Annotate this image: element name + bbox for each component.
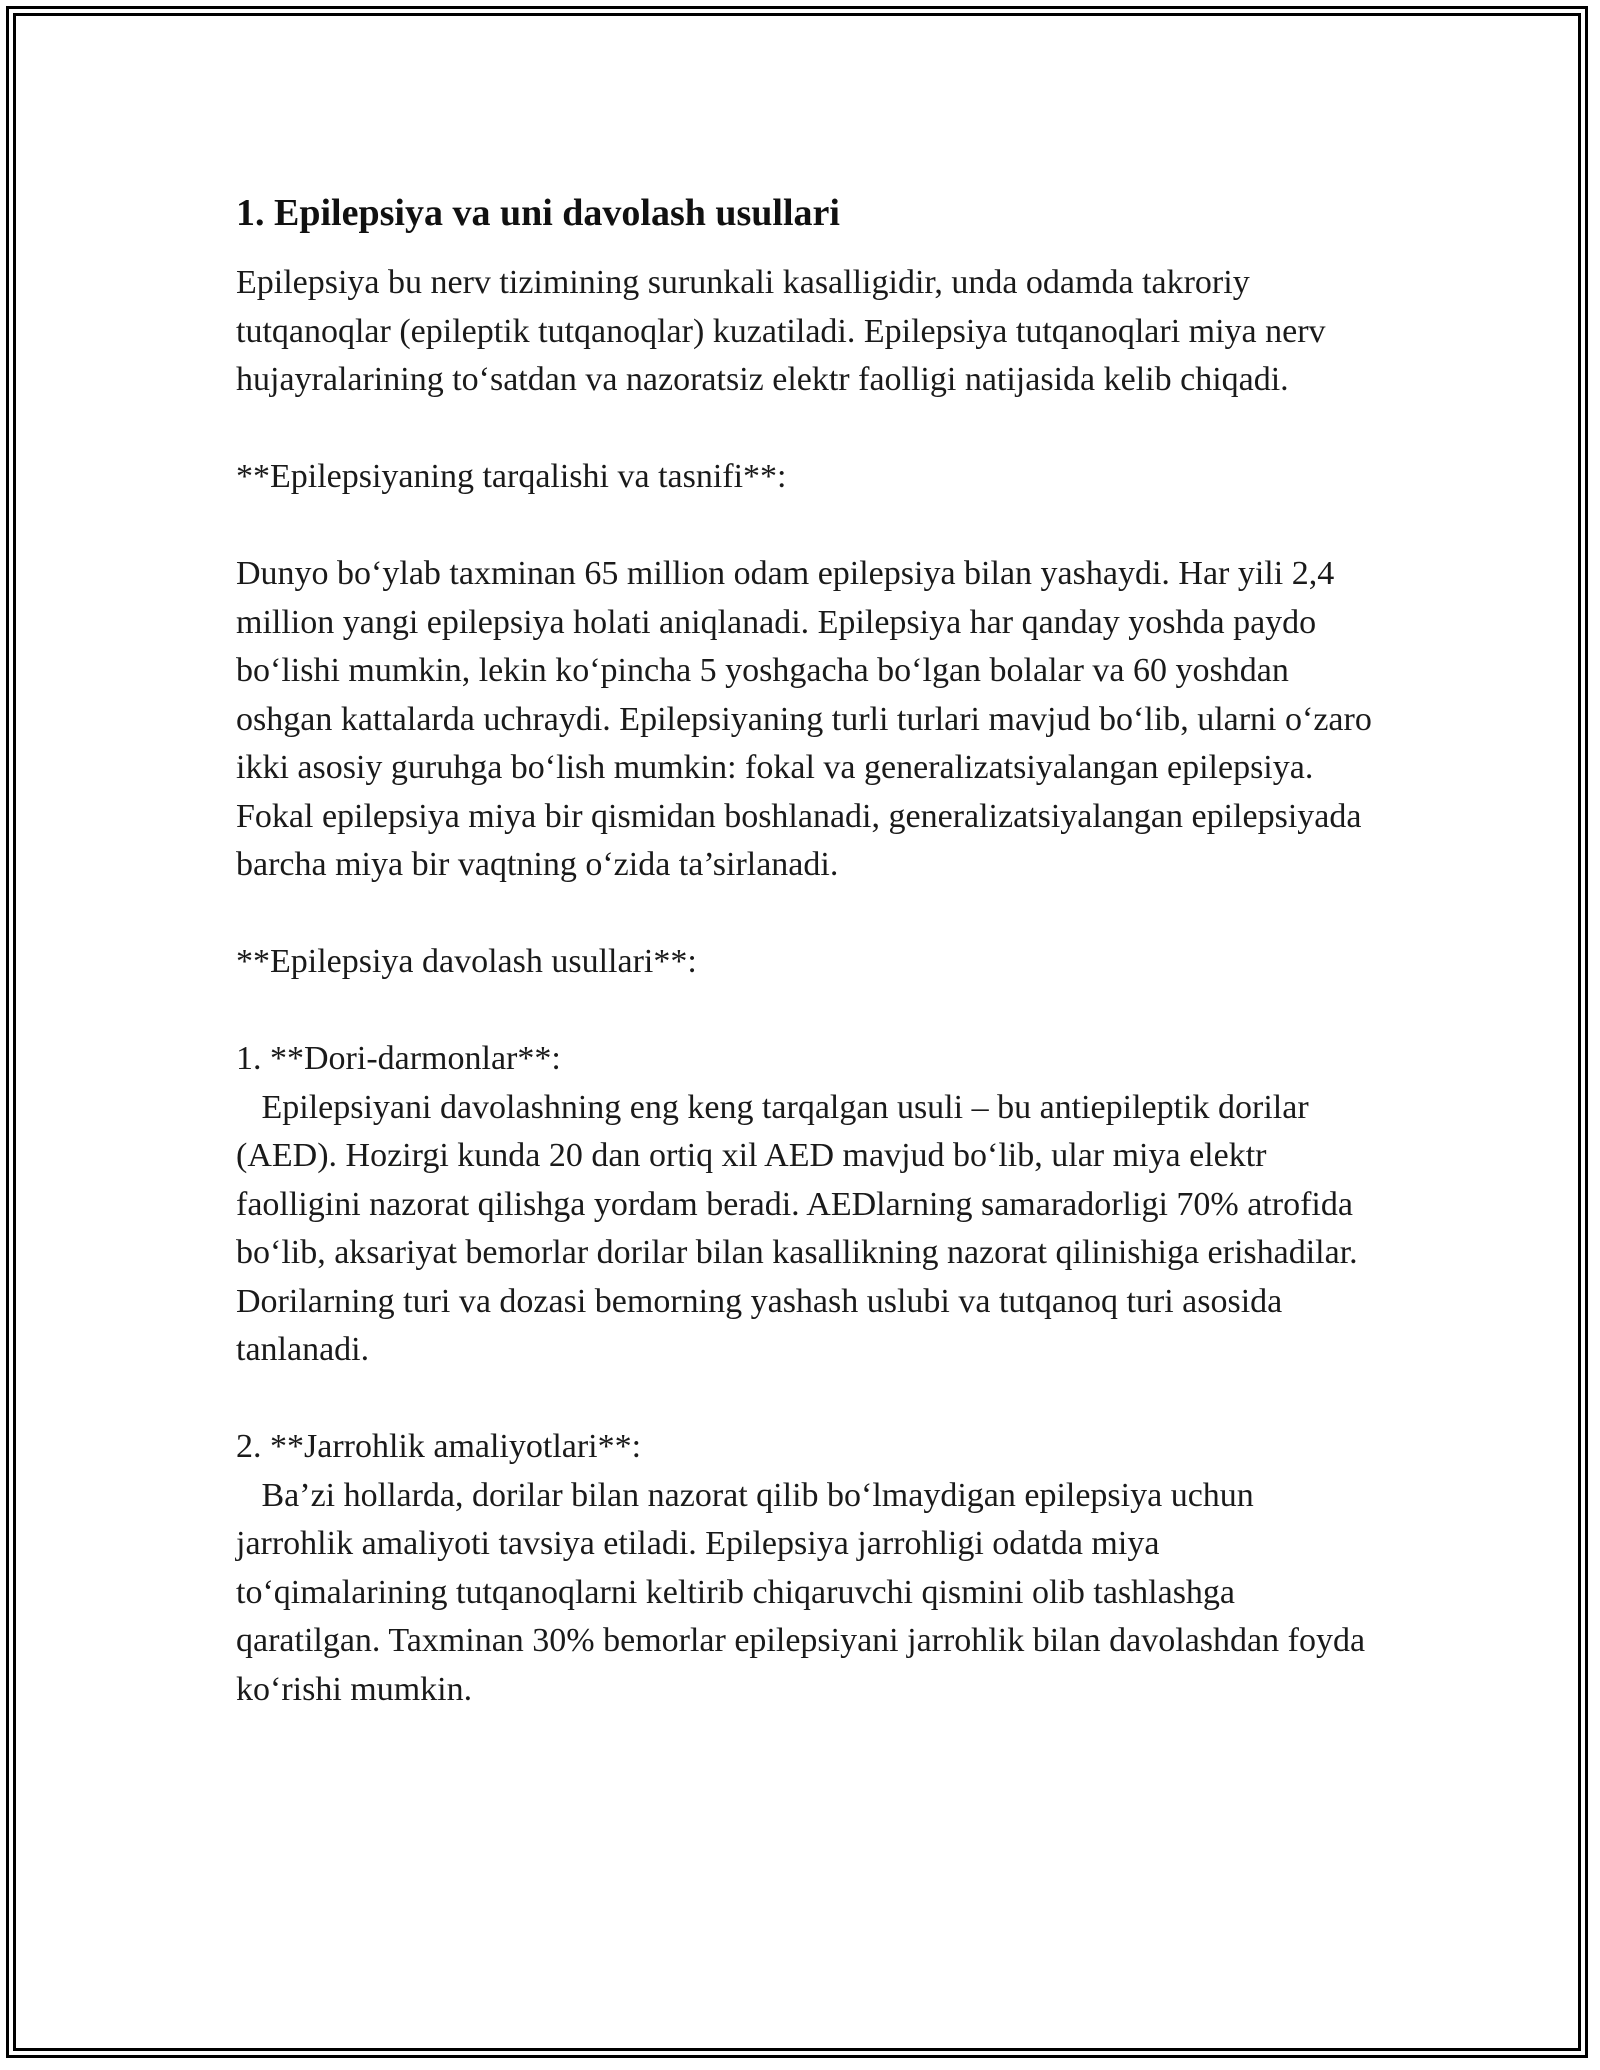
section-heading-prevalence: **Epilepsiyaning tarqalishi va tasnifi**: — [236, 458, 787, 495]
paragraph-gap — [236, 1375, 1376, 1424]
document-body — [236, 185, 1381, 1714]
paragraph-gap — [236, 502, 1376, 551]
intro-paragraph: Epilepsiya bu nerv tizimining surunkali kasalligidir, unda odamda takroriy tutqanoqlar (epileptik tutqanoqlar) kuzatiladi. Epilepsiya tutqanoqlari miya nerv hujayralarining to‘satdan va nazoratsiz elektr faolligi natijasida kelib chiqadi. — [236, 264, 1335, 398]
section-heading-treatment: **Epilepsiya davolash usullari**: — [236, 943, 697, 980]
paragraph-gap — [236, 890, 1376, 939]
document-title: 1. Epilepsiya va uni davolash usullari — [236, 192, 840, 234]
paragraph-gap — [236, 405, 1376, 454]
list-item-heading-medication: 1. **Dori-darmonlar**: — [236, 1040, 561, 1077]
paragraph-gap — [236, 987, 1376, 1036]
list-item-text-medication: Epilepsiyani davolashning eng keng tarqalgan usuli – bu antiepileptik dorilar (AED). Hozirgi kunda 20 dan ortiq xil AED mavjud bo‘lib, ular miya elektr faolligini nazorat qilishga yordam beradi. AEDlarning samaradorligi 70% atrofida bo‘lib, aksariyat bemorlar dorilar bilan kasallikning nazorat qilinishiga erishadilar. Dorilarning turi va dozasi bemorning yashash uslubi va tutqanoq turi asosida tanlanadi. — [236, 1088, 1367, 1368]
prevalence-paragraph: Dunyo bo‘ylab taxminan 65 million odam epilepsiya bilan yashaydi. Har yili 2,4 million yangi epilepsiya holati aniqlanadi. Epilepsiya har qanday yoshda paydo bo‘lishi mumkin, lekin ko‘pincha 5 yoshgacha bo‘lgan bolalar va 60 yoshdan oshgan kattalarda uchraydi. Epilepsiyaning turli turlari mavjud bo‘lib, ularni o‘zaro ikki asosiy guruhga bo‘lish mumkin: fokal va generalizatsiyalangan epilepsiya. Fokal epilepsiya miya bir qismidan boshlanadi, generalizatsiyalangan epilepsiyada barcha miya bir vaqtning o‘zida ta’sirlanadi. — [236, 555, 1381, 883]
list-item-text-surgery: Ba’zi hollarda, dorilar bilan nazorat qilib bo‘lmaydigan epilepsiya uchun jarrohlik amaliyoti tavsiya etiladi. Epilepsiya jarrohligi odatda miya to‘qimalarining tutqanoqlarni keltirib chiqaruvchi qismini olib tashlashga qaratilgan. Taxminan 30% bemorlar epilepsiyani jarrohlik bilan davolashdan foyda ko‘rishi mumkin. — [236, 1476, 1374, 1708]
list-item-heading-surgery: 2. **Jarrohlik amaliyotlari**: — [236, 1428, 642, 1465]
